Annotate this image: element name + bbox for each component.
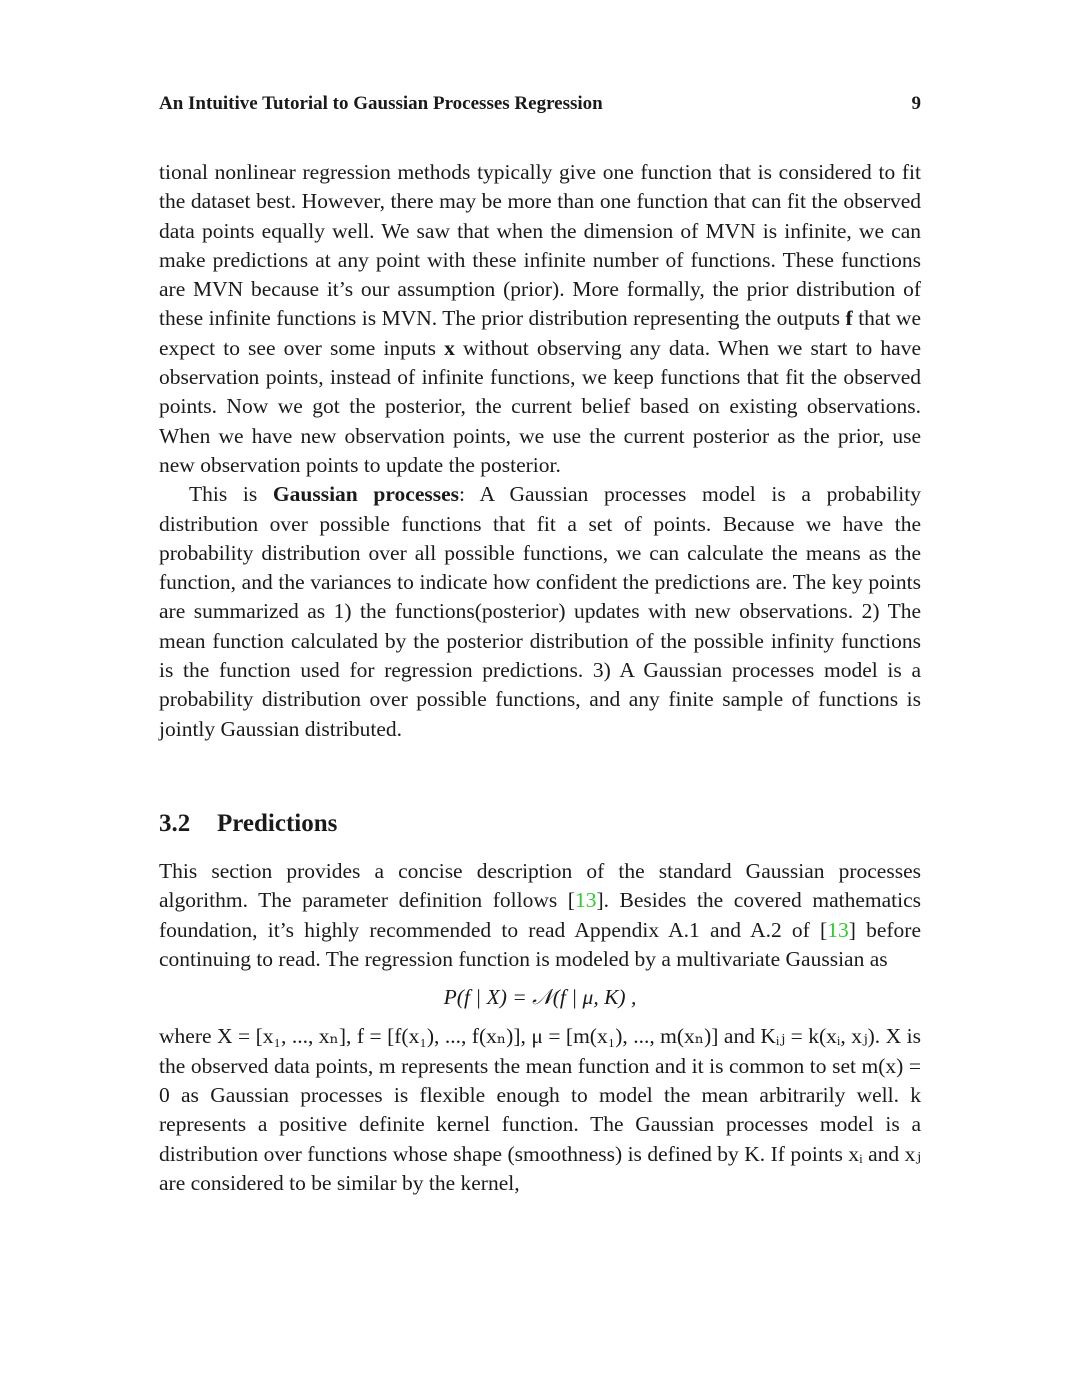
paragraph-prior-posterior: tional nonlinear regression methods typically give one function that is considered to fit the dataset best. However, there may be more than one function that can fit the observed data points equally well. We saw that when the dimension of MVN is infinite, we can make predictions at any point with these infinite number of functions. These functions are MVN because it’s our assumption (prior). More formally, the prior distribution of these infinite functions is MVN. The prior distribution representing the outputs f that we expect to see over some inputs x without observing any data. When we start to have observation points, instead of infinite functions, we keep functions that fit the observed points. Now we got the posterior, the current belief based on existing observations. When we have new observation points, we use the current posterior as the prior, use new observation points to update the posterior. [159, 160, 921, 477]
section-number: 3.2 [159, 810, 191, 837]
section-heading [159, 810, 337, 838]
bold-x: x [444, 335, 455, 360]
page-number: 9 [911, 93, 921, 114]
section-body [159, 857, 921, 1198]
body-text [159, 158, 921, 744]
equation-gp-prior: P(f | X) = 𝒩(f | μ, K) , [443, 985, 637, 1010]
citation-link[interactable]: 13 [827, 917, 849, 942]
citation-link[interactable]: 13 [574, 888, 597, 913]
section-title: Predictions [217, 810, 338, 837]
running-title: An Intuitive Tutorial to Gaussian Processes Regression [159, 93, 603, 114]
paragraph-definitions: where X = [x₁, ..., xₙ], f = [f(x₁), ..., f(xₙ)], μ = [m(x₁), ..., m(xₙ)] and Kᵢⱼ = k(xᵢ, xⱼ). X is the observed data points, m represents the mean function and it is common to set m(x) = 0 as Gaussian processes is flexible enough to model the mean arbitrarily well. k represents a positive definite kernel function. The Gaussian processes model is a distribution over functions whose shape (smoothness) is defined by K. If points xᵢ and xⱼ are considered to be similar by the kernel, [159, 1024, 921, 1195]
running-header [159, 93, 921, 117]
bold-f: f [845, 306, 853, 331]
paragraph-gp-definition: This is Gaussian processes: A Gaussian processes model is a probability distribution over possible functions that fit a set of points. Because we have the probability distribution over all possible functions, we can calculate the means as the function, and the variances to indicate how confident the predictions are. The key points are summarized as 1) the functions(posterior) updates with new observations. 2) The mean function calculated by the posterior distribution of the possible infinity functions is the function used for regression predictions. 3) A Gaussian processes model is a probability distribution over possible functions, and any finite sample of functions is jointly Gaussian distributed. [159, 482, 921, 741]
term-gaussian-processes: Gaussian processes [272, 482, 460, 507]
math-definitions: X = [x₁, ..., xₙ], f = [f(x₁), ..., f(xₙ)], μ = [m(x₁), ..., m(xₙ)] and Kᵢⱼ = k(xᵢ, xⱼ). [217, 1024, 881, 1049]
paragraph-intro: This section provides a concise description of the standard Gaussian processes algorithm. The parameter definition follows [13]. Besides the covered mathematics foundation, it’s highly recommended to read Appendix A.1 and A.2 of [13] before continuing to read. The regression function is modeled by a multivariate Gaussian as [159, 859, 921, 971]
